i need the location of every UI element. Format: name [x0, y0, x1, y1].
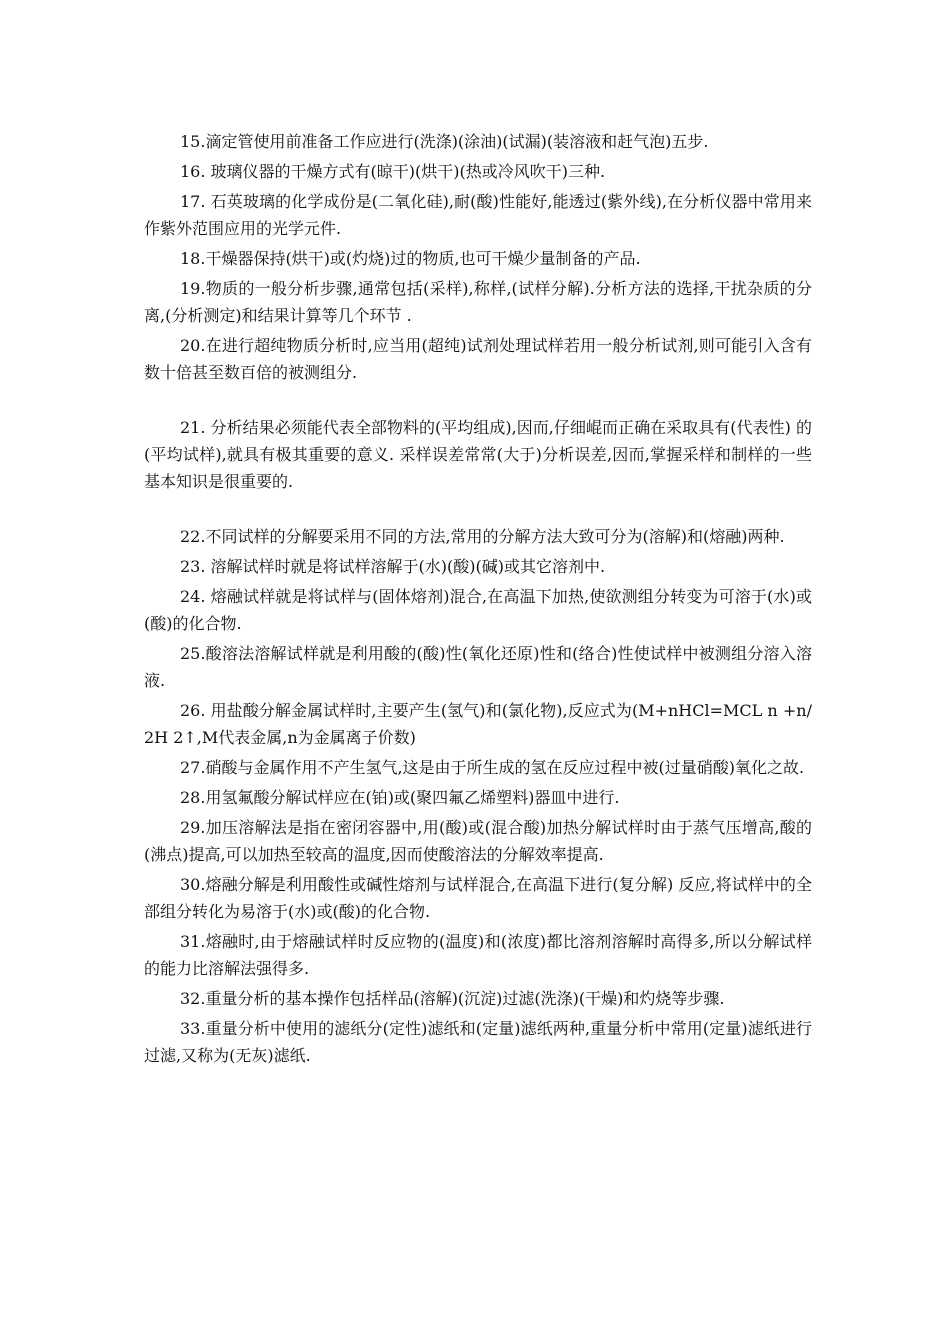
paragraph-22: 22.不同试样的分解要采用不同的方法,常用的分解方法大致可分为(溶解)和(熔融)两种.	[180, 527, 785, 546]
paragraph-15: 15.滴定管使用前准备工作应进行(洗涤)(涂油)(试漏)(装溶液和赶气泡)五步.	[180, 132, 709, 151]
paragraph-20: 20.在进行超纯物质分析时,应当用(超纯)试剂处理试样若用一般分析试剂,则可能引入含有数十倍甚至数百倍的被测组分.	[144, 336, 812, 382]
paragraph-30: 30.熔融分解是利用酸性或碱性熔剂与试样混合,在高温下进行(复分解) 反应,将试样中的全部组分转化为易溶于(水)或(酸)的化合物.	[144, 875, 812, 921]
paragraph-23: 23. 溶解试样时就是将试样溶解于(水)(酸)(碱)或其它溶剂中.	[180, 557, 606, 576]
paragraph-19: 19.物质的一般分析步骤,通常包括(采样),称样,(试样分解).分析方法的选择,干扰杂质的分离,(分析测定)和结果计算等几个环节 .	[144, 279, 812, 325]
paragraph-25: 25.酸溶法溶解试样就是利用酸的(酸)性(氧化还原)性和(络合)性使试样中被测组分溶入溶液.	[144, 644, 812, 690]
paragraph-16: 16. 玻璃仪器的干燥方式有(晾干)(烘干)(热或冷风吹干)三种.	[180, 162, 606, 181]
document-body	[144, 128, 812, 1072]
paragraph-21: 21. 分析结果必须能代表全部物料的(平均组成),因而,仔细崐而正确在采取具有(代表性) 的(平均试样),就具有极其重要的意义. 采样误差常常(大于)分析误差,因而,掌握采样和制样的一些基本知识是很重要的.	[144, 418, 812, 491]
paragraph-17: 17. 石英玻璃的化学成份是(二氧化硅),耐(酸)性能好,能透过(紫外线),在分析仪器中常用来作紫外范围应用的光学元件.	[144, 192, 812, 238]
paragraph-26: 26. 用盐酸分解金属试样时,主要产生(氢气)和(氯化物),反应式为(M+nHCl=MCL n +n/2H 2↑,M代表金属,n为金属离子价数)	[144, 701, 812, 747]
paragraph-31: 31.熔融时,由于熔融试样时反应物的(温度)和(浓度)都比溶剂溶解时高得多,所以分解试样的能力比溶解法强得多.	[144, 932, 812, 978]
paragraph-24: 24. 熔融试样就是将试样与(固体熔剂)混合,在高温下加热,使欲测组分转变为可溶于(水)或(酸)的化合物.	[144, 587, 812, 633]
paragraph-18: 18.干燥器保持(烘干)或(灼烧)过的物质,也可干燥少量制备的产品.	[180, 249, 641, 268]
paragraph-29: 29.加压溶解法是指在密闭容器中,用(酸)或(混合酸)加热分解试样时由于蒸气压增高,酸的(沸点)提高,可以加热至较高的温度,因而使酸溶法的分解效率提高.	[144, 818, 812, 864]
paragraph-28: 28.用氢氟酸分解试样应在(铂)或(聚四氟乙烯塑料)器皿中进行.	[180, 788, 620, 807]
paragraph-27: 27.硝酸与金属作用不产生氢气,这是由于所生成的氢在反应过程中被(过量硝酸)氧化之故.	[180, 758, 805, 777]
paragraph-33: 33.重量分析中使用的滤纸分(定性)滤纸和(定量)滤纸两种,重量分析中常用(定量)滤纸进行过滤,又称为(无灰)滤纸.	[144, 1019, 812, 1065]
paragraph-32: 32.重量分析的基本操作包括样品(溶解)(沉淀)过滤(洗涤)(干燥)和灼烧等步骤.	[180, 989, 725, 1008]
